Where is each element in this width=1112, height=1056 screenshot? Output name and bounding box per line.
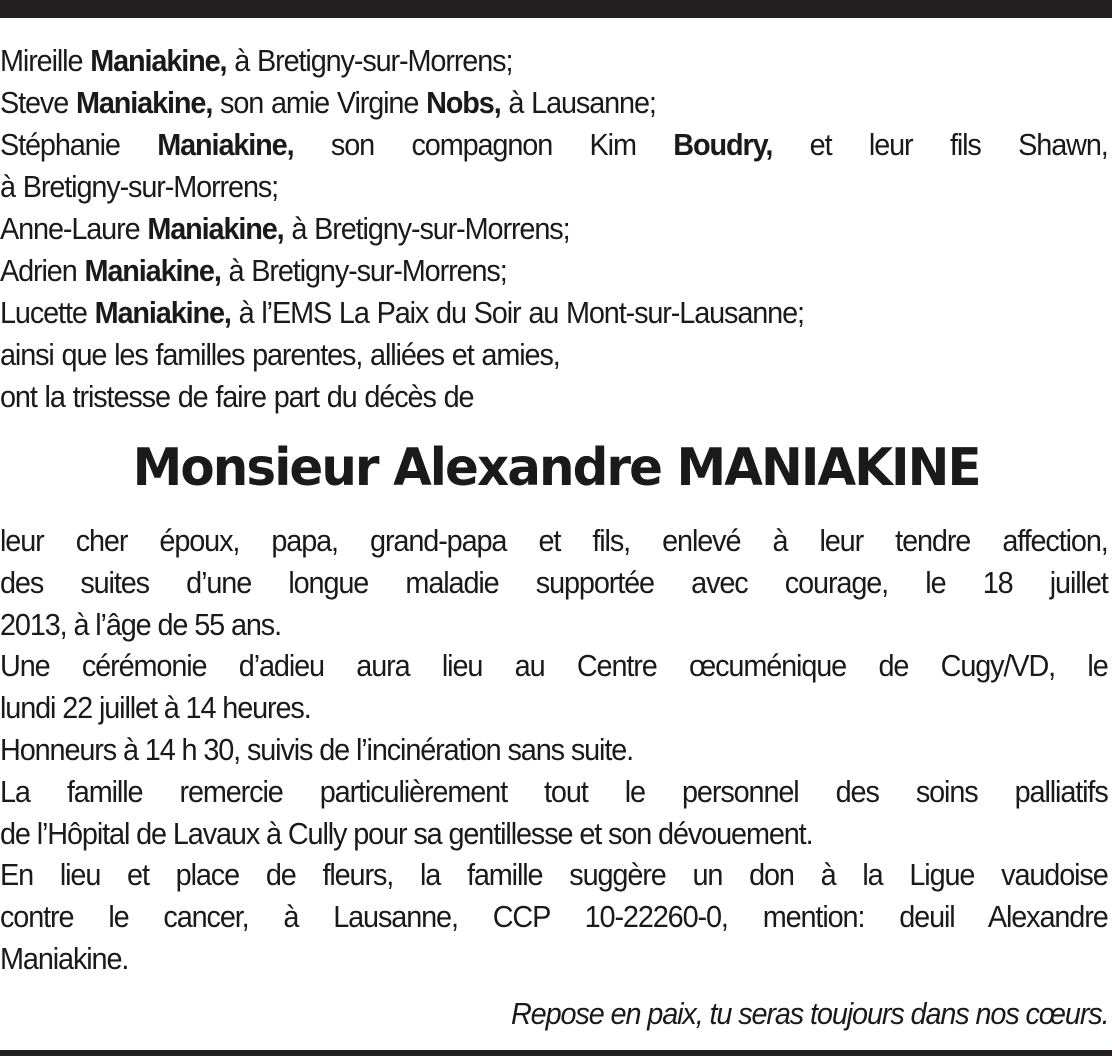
- surname: Maniakine,: [157, 127, 294, 162]
- family-line-relatives: [0, 334, 1108, 376]
- given-name: Mireille: [0, 43, 91, 78]
- family-line-stephanie: [0, 124, 1108, 166]
- obituary-body: [0, 520, 1108, 980]
- announcement-line: [0, 376, 1108, 418]
- surname: Maniakine,: [75, 85, 213, 120]
- given-name: Anne-Laure: [0, 211, 148, 246]
- body-line: Honneurs à 14 h 30, suivis de l’incinération sans suite.: [0, 731, 634, 767]
- location: à Bretigny-sur-Morrens;: [0, 169, 279, 204]
- relation-text: et leur fils Shawn,: [772, 127, 1108, 162]
- given-name: Adrien: [0, 253, 85, 288]
- surname: Maniakine,: [84, 253, 221, 288]
- family-line-anne-laure: [0, 208, 1108, 250]
- family-line-mireille: [0, 40, 1108, 82]
- surname: Maniakine,: [90, 43, 227, 78]
- surname: Nobs,: [426, 85, 501, 120]
- location: à l’EMS La Paix du Soir au Mont-sur-Lausanne;: [230, 295, 804, 330]
- family-line-lucette: [0, 292, 1108, 334]
- body-line: contre le cancer, à Lausanne, CCP 10-22260-0, mention: deuil Alexandre: [0, 899, 1108, 935]
- surname: Maniakine,: [147, 211, 284, 246]
- given-name: Steve: [0, 85, 76, 120]
- relation-text: son compagnon Kim: [293, 127, 674, 162]
- body-line: 2013, à l’âge de 55 ans.: [0, 606, 281, 642]
- location: à Lausanne;: [500, 85, 656, 120]
- location: à Bretigny-sur-Morrens;: [283, 211, 570, 246]
- relation-text: son amie Virgine: [212, 85, 427, 120]
- announcement-text: ont la tristesse de faire part du décès de: [0, 379, 474, 414]
- top-border-rule: [0, 0, 1112, 18]
- body-line: Maniakine.: [0, 940, 129, 976]
- deceased-name: Monsieur Alexandre MANIAKINE: [132, 438, 980, 498]
- body-line: En lieu et place de fleurs, la famille suggère un don à la Ligue vaudoise: [0, 857, 1108, 893]
- location: à Bretigny-sur-Morrens;: [220, 253, 507, 288]
- surname: Maniakine,: [94, 295, 231, 330]
- body-line: Une cérémonie d’adieu aura lieu au Centre œcuménique de Cugy/VD, le: [0, 648, 1108, 684]
- given-name: Lucette: [0, 295, 95, 330]
- family-line-steve: [0, 82, 1108, 124]
- body-line: La famille remercie particulièrement tout le personnel des soins palliatifs: [0, 773, 1108, 809]
- family-line-stephanie-location: [0, 166, 1108, 208]
- bottom-border-rule: [0, 1050, 1112, 1056]
- family-list: [0, 40, 1108, 418]
- family-line-adrien: [0, 250, 1108, 292]
- given-name: Stéphanie: [0, 127, 158, 162]
- closing-line: Repose en paix, tu seras toujours dans nos cœurs.: [510, 996, 1108, 1031]
- location: à Bretigny-sur-Morrens;: [226, 43, 513, 78]
- body-line: lundi 22 juillet à 14 heures.: [0, 690, 311, 726]
- relatives-text: ainsi que les familles parentes, alliées et amies,: [0, 337, 560, 372]
- body-line: de l’Hôpital de Lavaux à Cully pour sa gentillesse et son dévouement.: [0, 815, 813, 851]
- body-line: des suites d’une longue maladie supportée avec courage, le 18 juillet: [0, 564, 1108, 600]
- body-line: leur cher époux, papa, grand-papa et fils, enlevé à leur tendre affection,: [0, 523, 1108, 558]
- surname: Boudry,: [673, 127, 773, 162]
- deceased-name-heading: [0, 436, 1112, 500]
